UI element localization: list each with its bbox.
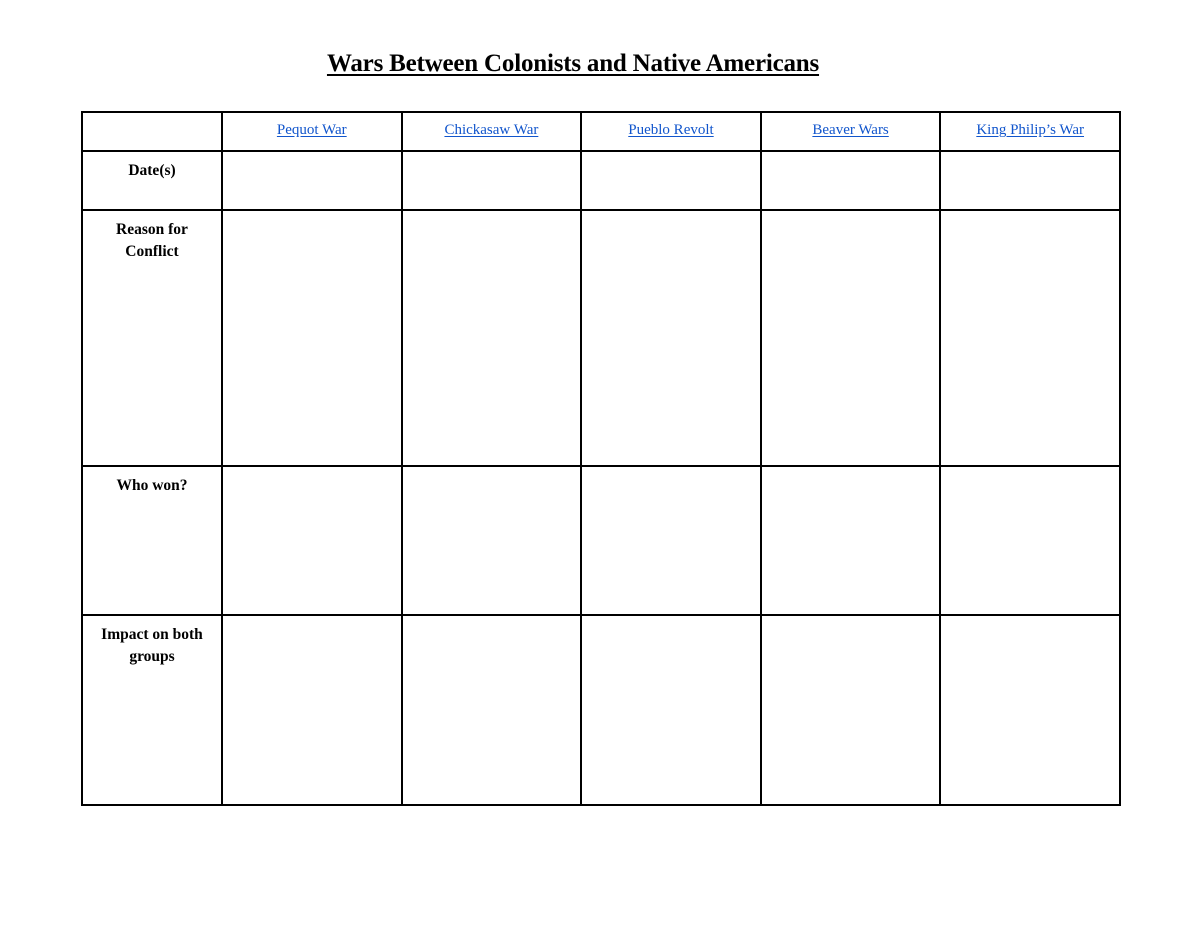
row-label-cell (82, 151, 222, 210)
war-link-beaver-wars[interactable]: Beaver Wars (812, 122, 889, 138)
header-cell (581, 112, 761, 151)
answer-cell[interactable] (581, 210, 761, 466)
answer-cell[interactable] (581, 466, 761, 615)
answer-cell[interactable] (761, 210, 941, 466)
header-cell (402, 112, 582, 151)
row-label-dates: Date(s) (128, 162, 176, 179)
row-label-cell (82, 466, 222, 615)
answer-cell[interactable] (222, 151, 402, 210)
table-row (82, 151, 1120, 210)
answer-cell[interactable] (222, 466, 402, 615)
header-cell (222, 112, 402, 151)
table-row (82, 615, 1120, 805)
war-link-king-philips[interactable]: King Philip’s War (976, 122, 1085, 138)
row-label-impact: Impact on both groups (101, 626, 203, 665)
war-link-chickasaw[interactable]: Chickasaw War (444, 122, 539, 138)
answer-cell[interactable] (940, 615, 1120, 805)
table-row (82, 466, 1120, 615)
answer-cell[interactable] (402, 615, 582, 805)
comparison-table (81, 111, 1121, 806)
answer-cell[interactable] (402, 466, 582, 615)
answer-cell[interactable] (940, 210, 1120, 466)
table-row (82, 210, 1120, 466)
corner-cell (82, 112, 222, 151)
row-label-who-won: Who won? (116, 477, 188, 494)
war-link-pequot[interactable]: Pequot War (276, 122, 347, 138)
answer-cell[interactable] (222, 210, 402, 466)
answer-cell[interactable] (761, 151, 941, 210)
answer-cell[interactable] (581, 151, 761, 210)
row-label-cell (82, 615, 222, 805)
war-link-pueblo-revolt[interactable]: Pueblo Revolt (628, 122, 714, 138)
answer-cell[interactable] (940, 151, 1120, 210)
answer-cell[interactable] (402, 151, 582, 210)
header-cell (940, 112, 1120, 151)
answer-cell[interactable] (402, 210, 582, 466)
answer-cell[interactable] (940, 466, 1120, 615)
row-label-reason: Reason for Conflict (116, 221, 188, 260)
header-row (82, 112, 1120, 151)
answer-cell[interactable] (581, 615, 761, 805)
row-label-cell (82, 210, 222, 466)
header-cell (761, 112, 941, 151)
answer-cell[interactable] (761, 466, 941, 615)
document-title: Wars Between Colonists and Native Americans (326, 50, 820, 77)
answer-cell[interactable] (761, 615, 941, 805)
answer-cell[interactable] (222, 615, 402, 805)
